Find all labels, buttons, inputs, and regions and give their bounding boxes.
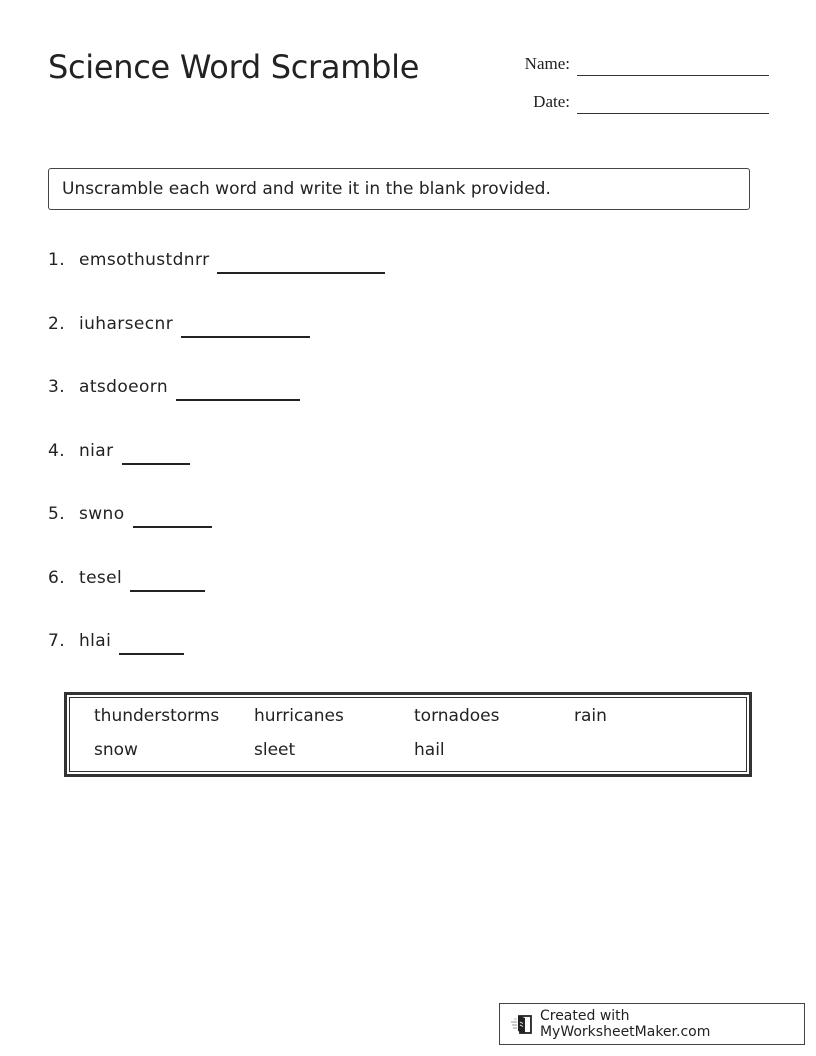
question-number: 6. bbox=[48, 567, 66, 588]
scrambled-word: iuharsecnr bbox=[79, 313, 174, 334]
date-label: Date: bbox=[533, 92, 570, 111]
scrambled-word: hlai bbox=[79, 631, 112, 651]
scrambled-word: emsothustdnrr bbox=[79, 250, 210, 270]
date-field bbox=[500, 92, 769, 112]
answer-blank[interactable] bbox=[133, 504, 212, 528]
question-number: 7. bbox=[48, 631, 66, 651]
question-item bbox=[48, 250, 385, 314]
name-blank-line[interactable] bbox=[577, 61, 769, 76]
question-number: 5. bbox=[48, 504, 66, 524]
footer-text: Created with MyWorksheetMaker.com bbox=[539, 1008, 711, 1040]
question-item bbox=[48, 314, 385, 378]
name-label: Name: bbox=[524, 54, 570, 73]
word-bank-item: rain bbox=[574, 706, 607, 726]
scrambled-word: tesel bbox=[79, 567, 123, 588]
answer-blank[interactable] bbox=[130, 568, 205, 592]
worksheet-logo-icon bbox=[510, 1013, 534, 1035]
question-item bbox=[48, 568, 385, 632]
answer-blank[interactable] bbox=[217, 250, 385, 274]
question-item bbox=[48, 441, 385, 505]
word-bank-item: snow bbox=[94, 740, 138, 760]
instructions-text: Unscramble each word and write it in the blank provided. bbox=[62, 179, 551, 199]
word-bank-item: hurricanes bbox=[254, 706, 344, 726]
word-bank bbox=[64, 692, 752, 777]
word-bank-item: tornadoes bbox=[414, 706, 500, 726]
instructions-box bbox=[48, 168, 750, 210]
date-blank-line[interactable] bbox=[577, 99, 769, 114]
scrambled-word: atsdoeorn bbox=[79, 377, 169, 397]
scrambled-word: swno bbox=[79, 504, 125, 524]
question-item bbox=[48, 377, 385, 441]
question-number: 1. bbox=[48, 250, 66, 270]
question-number: 2. bbox=[48, 313, 66, 334]
name-field bbox=[500, 54, 769, 74]
question-item bbox=[48, 504, 385, 568]
question-number: 3. bbox=[48, 377, 66, 397]
answer-blank[interactable] bbox=[122, 441, 190, 465]
word-bank-item: hail bbox=[414, 740, 445, 760]
scrambled-word: niar bbox=[79, 440, 114, 461]
answer-blank[interactable] bbox=[176, 377, 300, 401]
question-list bbox=[48, 250, 385, 695]
answer-blank[interactable] bbox=[181, 314, 310, 338]
word-bank-item: thunderstorms bbox=[94, 706, 220, 726]
word-bank-grid bbox=[69, 697, 747, 772]
word-bank-item: sleet bbox=[254, 740, 296, 760]
question-item bbox=[48, 631, 385, 695]
footer-credit[interactable] bbox=[499, 1003, 805, 1045]
answer-blank[interactable] bbox=[119, 631, 184, 655]
page-title: Science Word Scramble bbox=[48, 48, 420, 86]
question-number: 4. bbox=[48, 440, 66, 461]
